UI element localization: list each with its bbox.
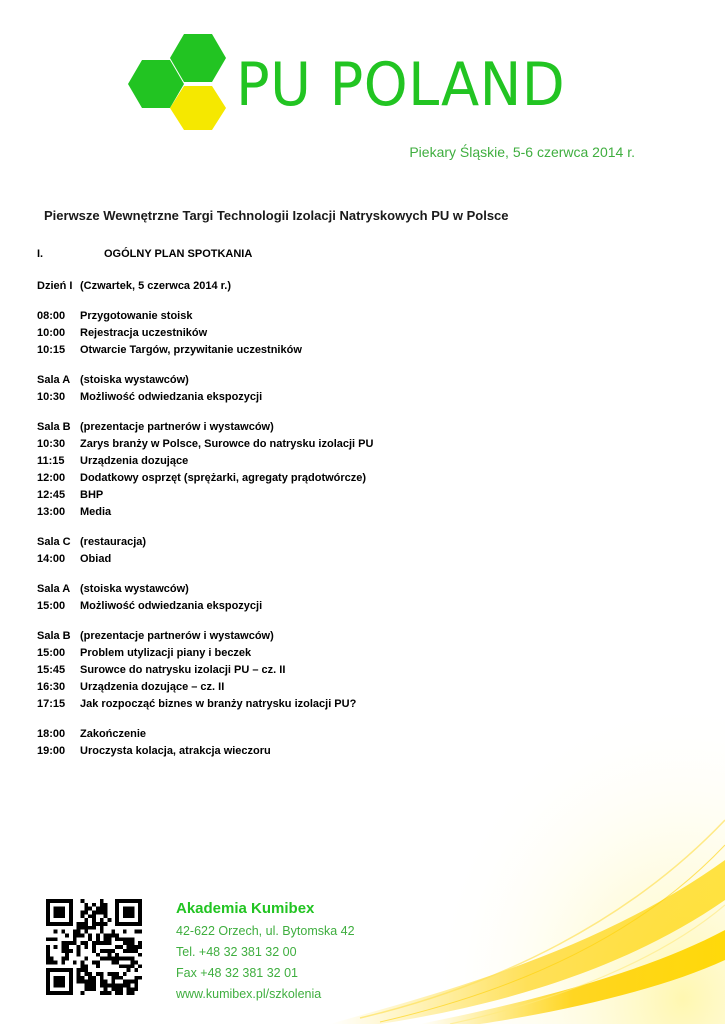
agenda-description: (Czwartek, 5 czerwca 2014 r.) bbox=[80, 280, 232, 292]
agenda-time: 10:15 bbox=[37, 344, 66, 356]
agenda-time: Sala C bbox=[37, 536, 71, 548]
org-name: Akademia Kumibex bbox=[176, 900, 315, 917]
agenda-row bbox=[37, 342, 373, 359]
agenda-group bbox=[37, 534, 373, 568]
agenda-row bbox=[37, 679, 373, 696]
section-number: I. bbox=[37, 248, 44, 260]
agenda-group bbox=[37, 372, 373, 406]
fax: Fax +48 32 381 32 01 bbox=[176, 966, 298, 980]
agenda-description: (prezentacje partnerów i wystawców) bbox=[80, 421, 274, 433]
footer-contact bbox=[176, 897, 355, 1005]
agenda-row bbox=[37, 504, 373, 521]
agenda-time: 17:15 bbox=[37, 698, 66, 710]
agenda-time: 11:15 bbox=[37, 455, 65, 467]
agenda-description: Media bbox=[80, 506, 112, 518]
agenda-row bbox=[37, 743, 373, 760]
agenda-description: (stoiska wystawców) bbox=[80, 583, 189, 595]
agenda-description: BHP bbox=[80, 489, 104, 501]
agenda-description: Urządzenia dozujące – cz. II bbox=[80, 681, 225, 693]
agenda-description: Zakończenie bbox=[80, 728, 147, 740]
agenda-row bbox=[37, 419, 373, 436]
agenda-row bbox=[37, 534, 373, 551]
agenda-row bbox=[37, 372, 373, 389]
event-title: Pierwsze Wewnętrzne Targi Technologii Izolacji Natryskowych PU w Polsce bbox=[44, 208, 509, 223]
agenda-row bbox=[37, 662, 373, 679]
agenda-description: (prezentacje partnerów i wystawców) bbox=[80, 630, 274, 642]
agenda-description: (stoiska wystawców) bbox=[80, 374, 189, 386]
agenda-row bbox=[37, 453, 373, 470]
agenda-row bbox=[37, 487, 373, 504]
agenda bbox=[37, 278, 373, 773]
agenda-time: Dzień I bbox=[37, 280, 73, 292]
agenda-row bbox=[37, 470, 373, 487]
agenda-time: 15:00 bbox=[37, 647, 66, 659]
agenda-time: Sala A bbox=[37, 583, 71, 595]
phone: Tel. +48 32 381 32 00 bbox=[176, 945, 297, 959]
address: 42-622 Orzech, ul. Bytomska 42 bbox=[176, 924, 355, 938]
brand-name: PU POLAND bbox=[236, 50, 566, 120]
agenda-description: Obiad bbox=[80, 553, 112, 565]
agenda-time: 16:30 bbox=[37, 681, 66, 693]
agenda-description: Surowce do natrysku izolacji PU – cz. II bbox=[80, 664, 286, 676]
agenda-description: Przygotowanie stoisk bbox=[80, 310, 193, 322]
agenda-row bbox=[37, 551, 373, 568]
agenda-row bbox=[37, 628, 373, 645]
section-title: OGÓLNY PLAN SPOTKANIA bbox=[104, 248, 253, 260]
agenda-description: Uroczysta kolacja, atrakcja wieczoru bbox=[80, 745, 271, 757]
agenda-row bbox=[37, 581, 373, 598]
agenda-group bbox=[37, 581, 373, 615]
agenda-time: 10:30 bbox=[37, 391, 66, 403]
agenda-row bbox=[37, 436, 373, 453]
agenda-row bbox=[37, 726, 373, 743]
agenda-row bbox=[37, 696, 373, 713]
agenda-group bbox=[37, 278, 373, 295]
agenda-row bbox=[37, 325, 373, 342]
agenda-group bbox=[37, 308, 373, 359]
agenda-description: Dodatkowy osprzęt (sprężarki, agregaty prądotwórcze) bbox=[80, 472, 367, 484]
agenda-description: Problem utylizacji piany i beczek bbox=[80, 647, 252, 659]
agenda-description: Rejestracja uczestników bbox=[80, 327, 208, 339]
agenda-time: 10:00 bbox=[37, 327, 66, 339]
agenda-group bbox=[37, 628, 373, 713]
agenda-group bbox=[37, 419, 373, 521]
agenda-time: Sala A bbox=[37, 374, 71, 386]
agenda-description: Otwarcie Targów, przywitanie uczestników bbox=[80, 344, 302, 356]
agenda-row bbox=[37, 598, 373, 615]
agenda-time: 19:00 bbox=[37, 745, 66, 757]
pu-poland-logo-icon bbox=[128, 32, 228, 132]
agenda-description: Zarys branży w Polsce, Surowce do natrysku izolacji PU bbox=[80, 438, 374, 450]
agenda-time: 10:30 bbox=[37, 438, 66, 450]
agenda-time: 12:00 bbox=[37, 472, 66, 484]
agenda-description: Urządzenia dozujące bbox=[80, 455, 189, 467]
agenda-description: Możliwość odwiedzania ekspozycji bbox=[80, 600, 263, 612]
agenda-time: 18:00 bbox=[37, 728, 66, 740]
qr-code-icon bbox=[46, 899, 142, 995]
agenda-row bbox=[37, 645, 373, 662]
agenda-row bbox=[37, 389, 373, 406]
agenda-time: 08:00 bbox=[37, 310, 66, 322]
agenda-group bbox=[37, 726, 373, 760]
agenda-time: 15:45 bbox=[37, 664, 66, 676]
agenda-time: 14:00 bbox=[37, 553, 66, 565]
agenda-time: Sala B bbox=[37, 421, 71, 433]
agenda-time: 13:00 bbox=[37, 506, 66, 518]
agenda-time: 12:45 bbox=[37, 489, 66, 501]
agenda-description: Możliwość odwiedzania ekspozycji bbox=[80, 391, 263, 403]
agenda-row bbox=[37, 278, 373, 295]
event-place-date: Piekary Śląskie, 5-6 czerwca 2014 r. bbox=[409, 144, 635, 160]
website-link[interactable]: www.kumibex.pl/szkolenia bbox=[176, 987, 322, 1001]
agenda-time: Sala B bbox=[37, 630, 71, 642]
agenda-description: Jak rozpocząć biznes w branży natrysku izolacji PU? bbox=[80, 698, 357, 710]
agenda-row bbox=[37, 308, 373, 325]
agenda-time: 15:00 bbox=[37, 600, 66, 612]
agenda-description: (restauracja) bbox=[80, 536, 147, 548]
